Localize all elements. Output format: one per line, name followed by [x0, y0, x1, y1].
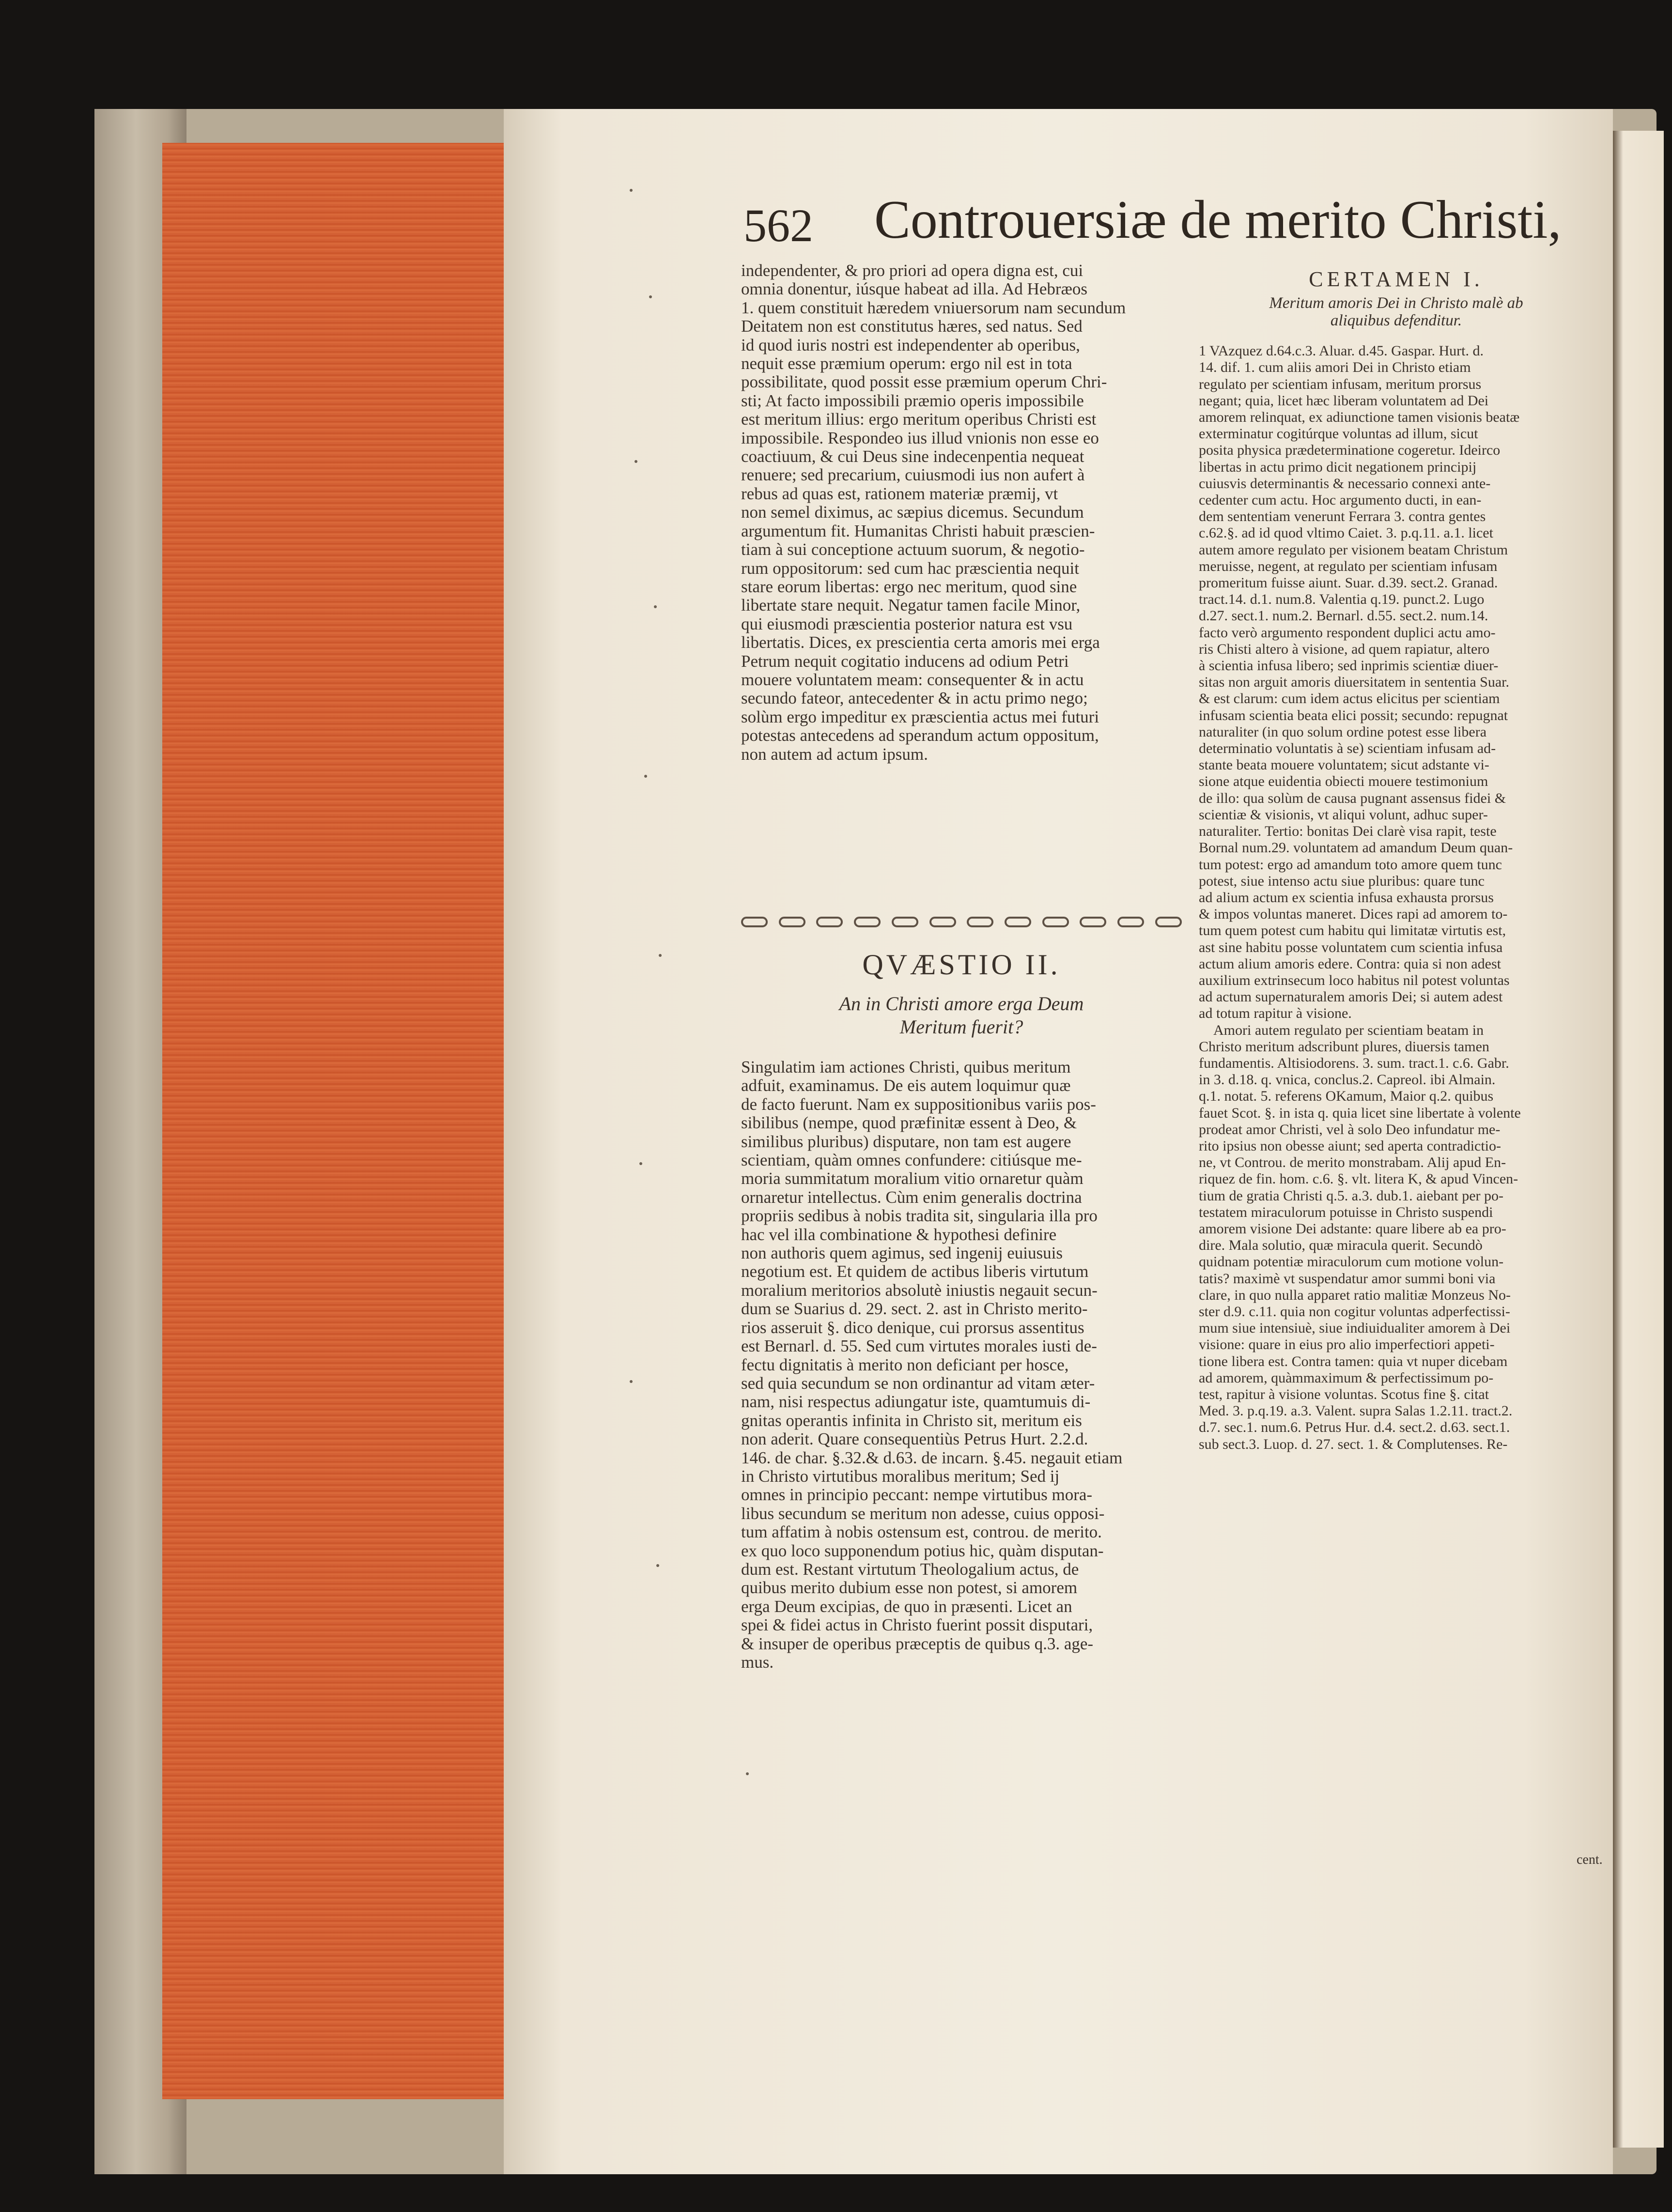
- right-column-paragraph-2: Amori autem regulato per scientiam beatam in Christo meritum adscribunt plures, diuersis tamen fundamentis. Altisiodorens. 3. sum. tract.1. c.6. Gabr. in 3. d.18. q. vnica, conclus.2. Capreol. ibi Almain. q.1. notat. 5. referens OKamum, Maior q.2. quibus fauet Scot. §. in ista q. quia licet sine libertate à volente prodeat amor Christi, vel à solo Deo infundatur me- rito ipsius non obesse aiunt; sed aperta contradictio- ne, vt Controu. de merito monstrabam. Alij apud En- riquez de fin. hom. c.6. §. vlt. litera K, & apud Vincen- tium de gratia Christi q.5. a.3. dub.1. aiebant per po- testatem miraculorum potuisse in Christo suspendi amorem visione Dei adstante: quare libere ab ea pro- dire. Mala solutio, quæ miracula querit. Secundò quidnam potentiæ miraculorum cum motione volun- tatis? maximè vt suspendatur amor summi boni via clare, in quo nulla apparet ratio malitiæ Monzeus No- ster d.9. c.11. quia non cogitur voluntas adperfectissi- mum siue intensiuè, siue indiuidualiter amorem à Dei visione: quare in eius pro alio imperfectiori appeti- tione libera est. Contra tamen: quia vt nuper dicebam ad amorem, quàmmaximum & perfectissimum po- test, rapitur à visione voluntas. Scotus fine §. citat Med. 3. p.q.19. a.3. Valent. supra Salas 1.2.11. tract.2. d.7. sec.1. num.6. Petrus Hur. d.4. sect.2. d.63. sect.1. sub sect.3. Luop. d. 27. sect. 1. & Complutenses. Re-: [1199, 1022, 1521, 1452]
- quaestio-section: [741, 910, 1182, 1672]
- quaestio-subtitle: An in Christi amore erga Deum Meritum fuerit?: [839, 993, 1084, 1038]
- red-page-edges: [162, 143, 521, 2099]
- catchword: cent.: [1577, 1852, 1603, 1867]
- page-number: 562: [743, 200, 813, 251]
- certamen-title: CERTAMEN I.: [1309, 267, 1484, 291]
- left-column-paragraph: independenter, & pro priori ad opera digna est, cui omnia donentur, iúsque habeat ad illa. Ad Hebræos 1. quem constituit hæredem vniuersorum nam secundum Deitatem non est constitutus hæres, sed natus. Sed id quod iuris nostri est independenter ab operibus, nequit esse præmium operum: ergo nil est in tota possibilitate, quod possit esse præmium operum Chri- sti; At facto impossibili præmio operis impossibile est meritum illius: ergo meritum operibus Christi est impossibile. Respondeo ius illud vnionis non esse eo coactiuum, & cui Deus sine indecenpentia nequeat renuere; sed precarium, cuiusmodi ius non aufert à rebus ad quas est, rationem materiæ præmij, vt non semel diximus, ac sæpius dicemus. Secundum argumentum fit. Humanitas Christi habuit præscien- tiam à sui conceptione actuum suorum, & negotio- rum oppositorum: sed cum hac præscientia nequit stare eorum libertas: ergo nec meritum, quod sine libertate stare nequit. Negatur tamen facile Minor, qui eiusmodi præscientia posterior natura est vsu libertatis. Dices, ex prescientia certa amoris mei erga Petrum nequit cogitatio inducens ad odium Petri mouere voluntatem meam: consequenter & in actu secundo fateor, antecedenter & in actu primo nego; solùm ergo impeditur ex præscientia actus mei futuri potestas antecedens ad sperandum actum oppositum, non autem ad actum ipsum.: [741, 261, 1126, 764]
- running-head: [743, 189, 1562, 261]
- running-title: Controuersiæ de merito Christi,: [874, 190, 1562, 250]
- left-column: [741, 261, 1182, 764]
- right-column-paragraph-1: 1 VAzquez d.64.c.3. Aluar. d.45. Gaspar. Hurt. d. 14. dif. 1. cum aliis amori Dei in Christo etiam regulato per scientiam infusam, meritum prorsus negant; quia, licet hæc liberam voluntatem ad Dei amorem relinquat, ex adiunctione tamen visionis beatæ exterminatur cogitúrque voluntas ad illum, sicut posita physica prædeterminatione cogeretur. Ideirco libertas in actu primo dicit negationem principij cuiusvis determinantis & necessario connexi ante- cedenter cum actu. Hoc argumento ducti, in ean- dem sententiam venerunt Ferrara 3. contra gentes c.62.§. ad id quod vltimo Caiet. 3. p.q.11. a.1. licet autem amore regulato per visionem beatam Christum meruisse, negent, at regulato per scientiam infusam promeritum fuisse aiunt. Suar. d.39. sect.2. Granad. tract.14. d.1. num.8. Valentia q.19. punct.2. Lugo d.27. sect.1. num.2. Bernarl. d.55. sect.2. num.14. facto verò argumento respondent duplici actu amo- ris Chisti altero à visione, ad quem rapiatur, altero à scientia infusa libero; sed inprimis scientiæ diuer- sitas non arguit amoris diuersitatem in sententia Suar. & est clarum: cum idem actus elicitus per scientiam infusam scientia beata elici possit; secundo: repugnat naturaliter (in quo solum ordine potest esse libera determinatio voluntatis à se) scientiam infusam ad- stante beata mouere voluntatem; sicut adstante vi- sione atque euidentia obiecti mouere testimonium de illo: qua solùm de causa pugnant assensus fidei & scientiæ & visionis, vt aliqui volunt, adhuc super- naturaliter. Tertio: bonitas Dei clarè visa rapit, teste Bornal num.29. voluntatem ad amandum Deum quan- tum potest: ergo ad amandum toto amore quem tunc potest, siue intenso actu siue pluribus: quare tunc ad alium actum ex scientia infusa exhausta prorsus & impos voluntas maneret. Dices rapi ad amorem to- tum quem potest cum habitu qui limitatæ virtutis est, ast sine habitu posse voluntatem cum scientia infusa actum alium amoris edere. Contra: quia si non adest auxilium extrinsecum loco habitus nil potest voluntas ad actum supernaturalem amoris Dei; si autem adest ad totum rapitur à visione.: [1199, 343, 1520, 1022]
- right-column: [1199, 267, 1594, 1453]
- ornament-rule: [741, 910, 1182, 934]
- quaestio-title: QVÆSTIO II.: [862, 949, 1061, 981]
- certamen-subtitle: Meritum amoris Dei in Christo malè ab aliquibus defenditur.: [1269, 294, 1523, 330]
- quaestio-body: Singulatim iam actiones Christi, quibus meritum adfuit, examinamus. De eis autem loquimur quæ de facto fuerunt. Nam ex suppositionibus variis pos- sibilibus (nempe, quod præfinitæ essent à Deo, & similibus pluribus) disputare, non tam est augere scientiam, quàm omnes confundere: citiúsque me- moria summitatum moralium vitio ornaretur quàm ornaretur intellectus. Cùm enim generalis doctrina propriis sedibus à nobis tradita sit, singularia illa pro hac vel illa combinatione & hypothesi definire non authoris quem agimus, sed ingenij euiusuis negotium est. Et quidem de actibus liberis virtutum moralium meritorios absolutè iniustis negauit secun- dum se Suarius d. 29. sect. 2. ast in Christo merito- rios asseruit §. dico denique, cui prorsus assentitus est Bernarl. d. 55. Sed cum virtutes morales iusti de- fectu dignitatis à merito non deficiant per hosce, sed quia secundum se non ordinantur ad vitam æter- nam, nisi respectus adiungatur iste, quamtumuis di- gnitas operantis infinita in Christo sit, meritum eis non aderit. Quare consequentiùs Petrus Hurt. 2.2.d. 146. de char. §.32.& d.63. de incarn. §.45. negauit etiam in Christo virtutibus moralibus meritum; Sed ij omnes in principio peccant: nempe virtutibus mora- libus secundum se meritum non adesse, cuius opposi- tum affatim à nobis ostensum est, controu. de merito. ex quo loco supponendum potius hic, quàm disputan- dum est. Restant virtutum Theologalium actus, de quibus merito dubium esse non potest, si amorem erga Deum excipias, de quo in præsenti. Licet an spei & fidei actus in Christo fuerint possit disputari, & insuper de operibus præceptis de quibus q.3. age- mus.: [741, 1058, 1123, 1672]
- facing-page-edge: [1613, 131, 1664, 2148]
